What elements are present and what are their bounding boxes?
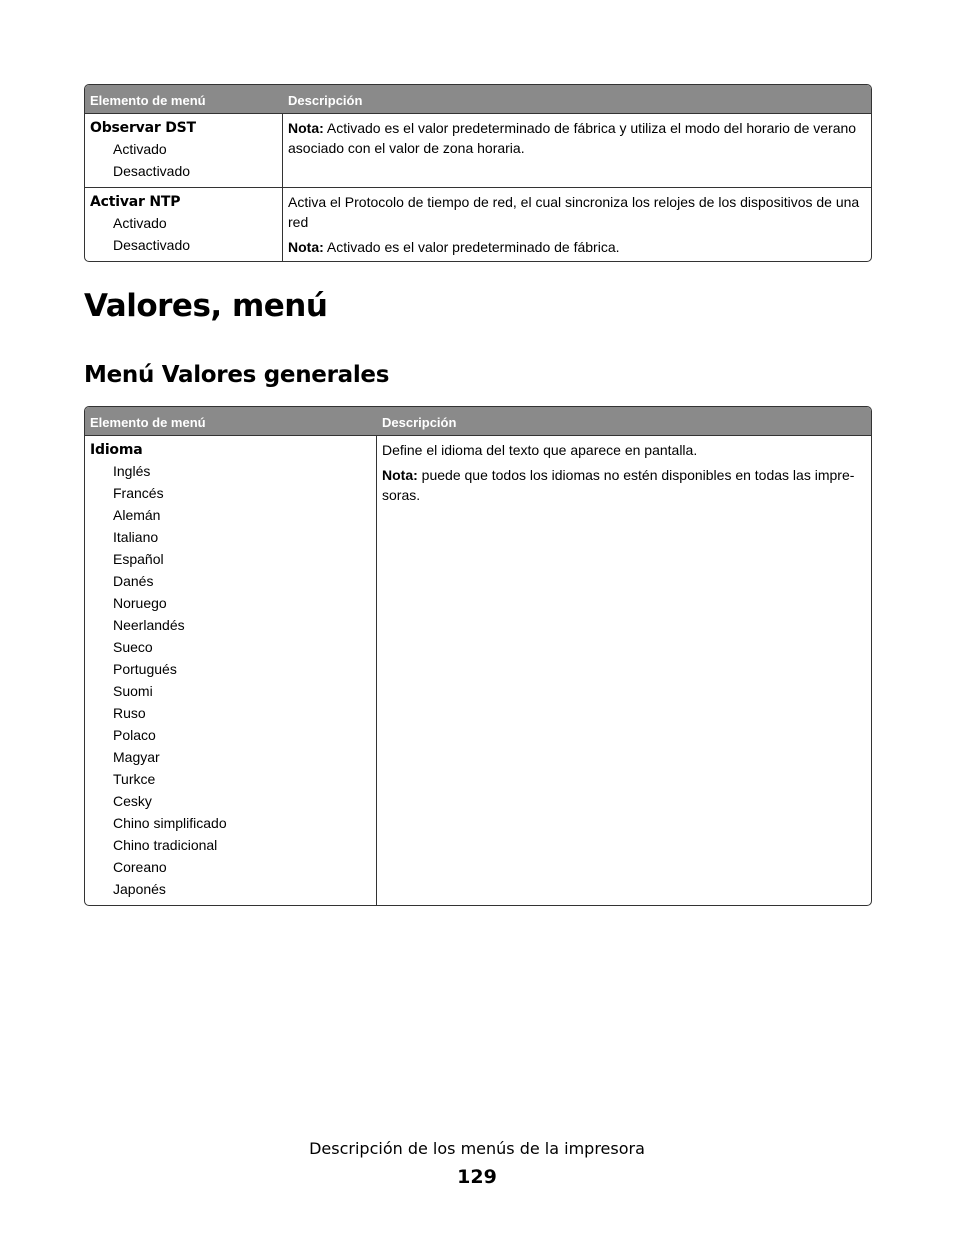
language-option: Alemán (113, 507, 161, 523)
section-heading: Valores, menú (84, 288, 328, 324)
language-option: Turkce (113, 771, 156, 787)
language-option: Chino simplificado (113, 815, 227, 831)
description-text: Define el idioma del texto que aparece en pantalla. (382, 442, 698, 458)
menu-table-general-settings (84, 406, 872, 906)
language-option: Chino tradicional (113, 837, 218, 853)
menu-option: Desactivado (113, 163, 191, 179)
description-cell (377, 436, 871, 905)
header-menu-item: Elemento de menú (90, 93, 206, 108)
note-text: Activado es el valor predeterminado de fábrica y utiliza el modo del horario de verano asociado con el valor de zona horaria. (288, 120, 857, 156)
note-label: Nota: (382, 467, 418, 483)
language-option: Danés (113, 573, 154, 589)
description-note (288, 237, 866, 257)
language-option: Coreano (113, 859, 167, 875)
language-option: Magyar (113, 749, 160, 765)
table-row (85, 435, 871, 905)
menu-item-title: Observar DST (90, 120, 196, 136)
header-description: Descripción (288, 93, 363, 108)
table-row (85, 187, 871, 261)
menu-item-cell (85, 188, 283, 261)
language-option: Ruso (113, 705, 146, 721)
table-header (85, 85, 871, 113)
description-cell (283, 114, 871, 187)
language-option: Cesky (113, 793, 152, 809)
language-option: Italiano (113, 529, 159, 545)
menu-item-cell (85, 436, 377, 905)
menu-item-cell (85, 114, 283, 187)
note-text: Activado es el valor predeterminado de fábrica. (323, 239, 620, 255)
language-option: Español (113, 551, 164, 567)
menu-item-title: Activar NTP (90, 194, 181, 210)
menu-option: Activado (113, 215, 167, 231)
description-cell (283, 188, 871, 261)
menu-item-title: Idioma (90, 442, 143, 458)
language-option: Noruego (113, 595, 167, 611)
language-option: Sueco (113, 639, 153, 655)
menu-option: Activado (113, 141, 167, 157)
header-menu-item: Elemento de menú (90, 415, 206, 430)
menu-table-datetime (84, 84, 872, 262)
language-option: Inglés (113, 463, 151, 479)
language-option: Suomi (113, 683, 153, 699)
note-label: Nota: (288, 120, 324, 136)
description-note (288, 118, 866, 158)
language-option: Neerlandés (113, 617, 185, 633)
table-header (85, 407, 871, 435)
menu-option: Desactivado (113, 237, 191, 253)
language-option: Polaco (113, 727, 156, 743)
subsection-heading: Menú Valores generales (84, 362, 390, 388)
description-text: Activa el Protocolo de tiempo de red, el cual sincroniza los relojes de los dispositivos de una red (288, 194, 860, 230)
description-note (382, 465, 866, 505)
language-option: Francés (113, 485, 164, 501)
language-option: Portugués (113, 661, 177, 677)
header-description: Descripción (382, 415, 457, 430)
note-text: puede que todos los idiomas no estén disponibles en todas las impre-soras. (382, 467, 855, 503)
table-row (85, 113, 871, 187)
note-label: Nota: (288, 239, 324, 255)
language-option: Japonés (113, 881, 166, 897)
page-number: 129 (457, 1166, 497, 1188)
footer-title: Descripción de los menús de la impresora (309, 1139, 645, 1158)
